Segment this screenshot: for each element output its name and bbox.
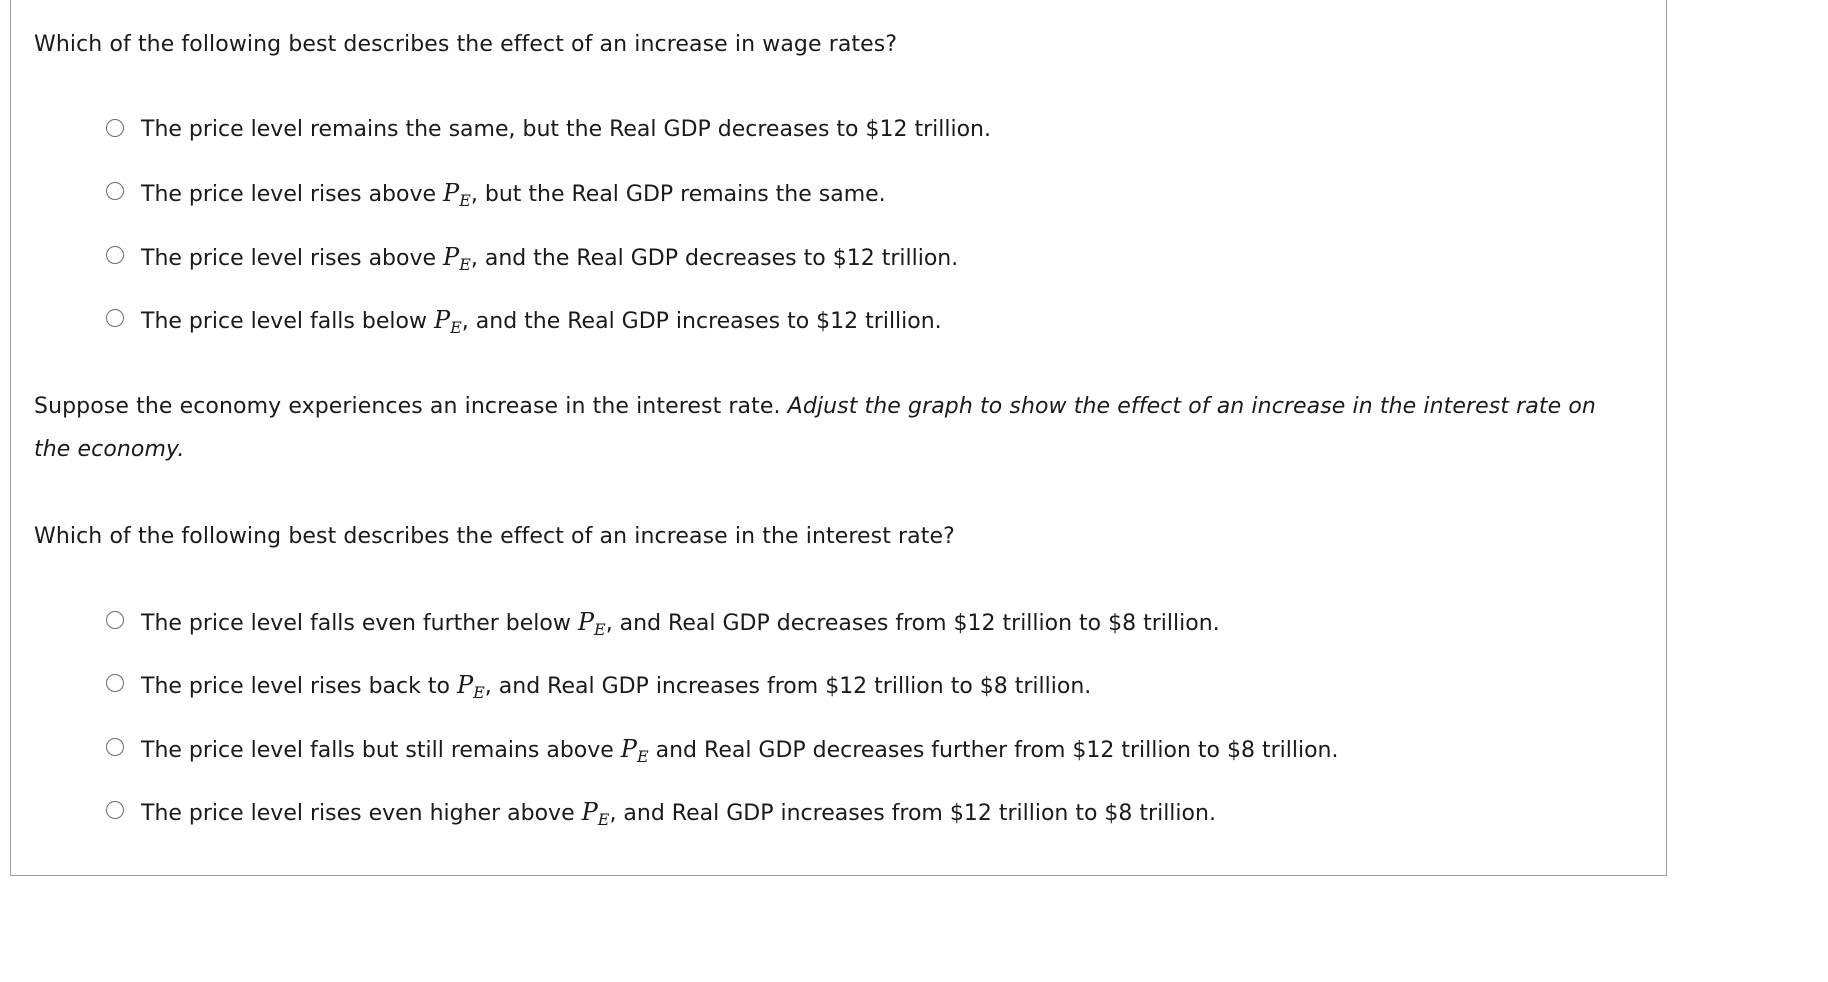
question2-options [106, 590, 1338, 844]
graph-instruction: Adjust the graph to show the effect of an increase in the interest rate on the economy. [34, 394, 1596, 462]
question2-prompt: Which of the following best describes the effect of an increase in the interest rate? [34, 524, 955, 549]
option-label: The price level falls even further below $P_E$, and Real GDP decreases from $12 trillion to $8 trillion. [141, 607, 1220, 639]
price-level-symbol: $P_E$ [620, 734, 649, 766]
q2-option-1[interactable] [106, 590, 1338, 654]
price-level-symbol: $P_E$ [443, 242, 471, 274]
option-label: The price level falls below $P_E$, and the Real GDP increases to $12 trillion. [141, 306, 942, 338]
price-level-symbol: $P_E$ [456, 671, 485, 703]
question1-options [106, 98, 991, 352]
radio-button[interactable] [106, 611, 124, 629]
radio-button[interactable] [106, 182, 124, 200]
option-label: The price level rises above $P_E$, but the Real GDP remains the same. [141, 179, 886, 211]
radio-button[interactable] [106, 801, 124, 819]
price-level-symbol: $P_E$ [577, 607, 606, 639]
q1-option-2[interactable] [106, 162, 991, 226]
price-level-symbol: $P_E$ [433, 306, 462, 338]
option-label: The price level remains the same, but the Real GDP decreases to $12 trillion. [141, 117, 991, 143]
option-label: The price level rises back to $P_E$, and Real GDP increases from $12 trillion to $8 trillion. [141, 671, 1092, 703]
price-level-symbol: $P_E$ [443, 179, 471, 211]
q2-option-3[interactable] [106, 717, 1338, 781]
option-label: The price level rises above $P_E$, and the Real GDP decreases to $12 trillion. [141, 242, 959, 274]
option-label: The price level rises even higher above $P_E$, and Real GDP increases from $12 trillion to $8 trillion. [141, 798, 1216, 830]
price-level-symbol: $P_E$ [581, 798, 610, 830]
q1-option-3[interactable] [106, 225, 991, 289]
radio-button[interactable] [106, 674, 124, 692]
q2-option-4[interactable] [106, 781, 1338, 845]
q1-option-1[interactable] [106, 98, 991, 162]
option-label: The price level falls but still remains above $P_E$ and Real GDP decreases further from $12 trillion to $8 trillion. [141, 734, 1339, 766]
question1-prompt: Which of the following best describes the effect of an increase in wage rates? [34, 32, 898, 57]
radio-button[interactable] [106, 309, 124, 327]
scenario-text: Suppose the economy experiences an increase in the interest rate. Adjust the graph to show the effect of an increase in the interest rate on the economy. [34, 394, 1596, 462]
question-panel [10, 0, 1667, 876]
radio-button[interactable] [106, 246, 124, 264]
radio-button[interactable] [106, 119, 124, 137]
q1-option-4[interactable] [106, 289, 991, 353]
radio-button[interactable] [106, 738, 124, 756]
q2-option-2[interactable] [106, 654, 1338, 718]
